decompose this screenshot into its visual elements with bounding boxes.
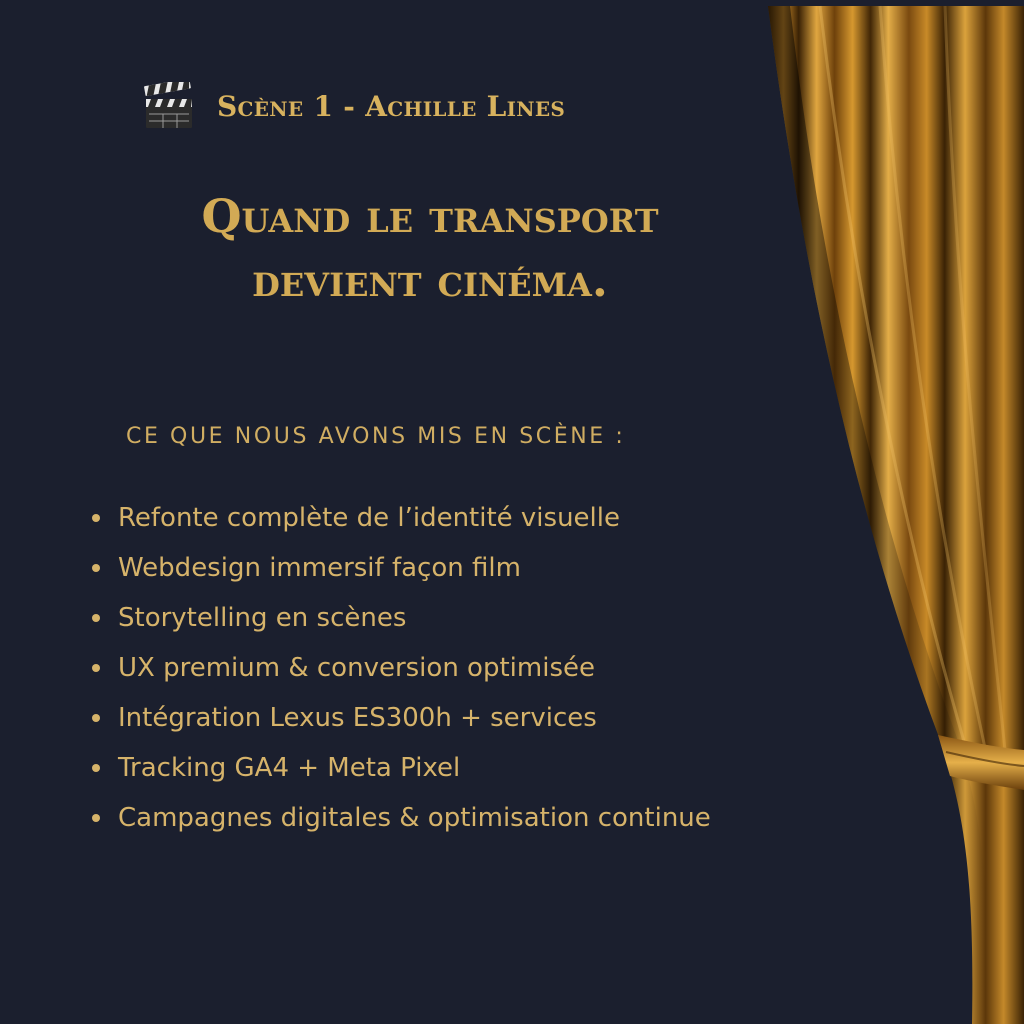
bullet-icon [92,664,100,672]
headline [60,184,800,312]
bullet-icon [92,514,100,522]
features-list [90,493,711,843]
bullet-icon [92,814,100,822]
headline-line-1: Quand le transport [201,189,659,243]
list-item [90,743,711,793]
list-item [90,643,711,693]
gold-curtain [760,0,1024,1024]
bullet-icon [92,614,100,622]
feature-text: Refonte complète de l’identité visuelle [118,503,620,533]
feature-text: Intégration Lexus ES300h + services [118,703,597,733]
scene-header [143,76,565,136]
bullet-icon [92,714,100,722]
bullet-icon [92,564,100,572]
feature-text: UX premium & conversion optimisée [118,653,595,683]
list-item [90,793,711,843]
headline-line-2: devient cinéma. [252,253,608,307]
bullet-icon [92,764,100,772]
scene-title: Scène 1 - Achille Lines [217,89,566,123]
feature-text: Webdesign immersif façon film [118,553,521,583]
clapperboard-icon [143,82,195,130]
list-item [90,693,711,743]
list-item [90,543,711,593]
list-item [90,593,711,643]
section-label: CE QUE NOUS AVONS MIS EN SCÈNE : [126,424,626,449]
feature-text: Tracking GA4 + Meta Pixel [118,753,461,783]
list-item [90,493,711,543]
feature-text: Campagnes digitales & optimisation continue [118,803,711,833]
feature-text: Storytelling en scènes [118,603,407,633]
